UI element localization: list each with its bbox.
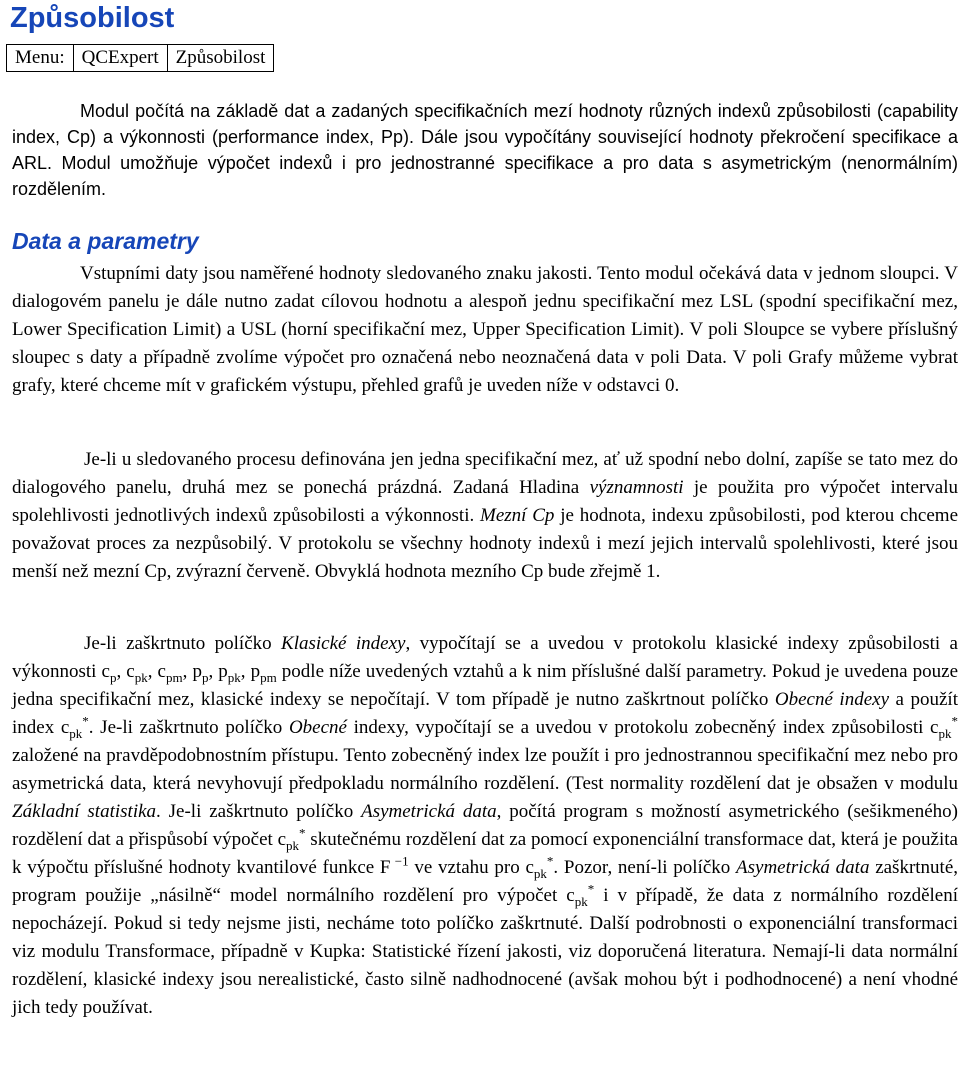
breadcrumb-zpusobilost[interactable]: Způsobilost [167, 45, 274, 72]
text-run: a použít index c [12, 689, 958, 738]
page-title: Způsobilost [10, 2, 175, 34]
text-run: indexy, vypočítají se a uvedou v protokolu zobecněný index způsobilosti c [346, 717, 939, 738]
text-run: . Je-li zaškrtnuto políčko [88, 717, 289, 738]
text-run: , c [116, 661, 135, 682]
text-run: , p [182, 661, 202, 682]
superscript: * [299, 825, 306, 841]
italic-term: Mezní Cp [480, 505, 555, 526]
superscript: −1 [390, 853, 409, 869]
text-run: . Je-li zaškrtnuto políčko [156, 801, 362, 822]
italic-term: Asymetrická data [361, 801, 497, 822]
subscript: pk [574, 893, 588, 909]
text-run: , počítá program s možností asymetrického (sešikmeného) rozdělení dat a přispůsobí výpočet c [12, 801, 958, 850]
text-run: založené na pravděpodobnostním přístupu. Tento zobecněný index lze použít i pro jednostrannou specifikační mez nebo pro asymetrická data, která nevyhovují předpokladu normálního rozdělení. (Test normality rozdělení dat je obsažen v modulu [12, 745, 958, 794]
text-run: ve vztahu pro c [408, 857, 534, 878]
superscript: * [546, 853, 554, 869]
text-run: . Pozor, není-li políčko [553, 857, 737, 878]
subscript: pk [286, 837, 300, 853]
italic-term: významnosti [589, 477, 684, 498]
text-run: i v případě, že data z normálního rozdělení nepocházejí. Pokud si tedy nejsme jisti, necháme toto políčko zaškrtnuté. Další podrobnosti o exponenciální transformaci viz modulu Transformace, případně v Kupka: Statistické řízení jakosti, viz doporučená literatura. Nemají-li data normální rozdělení, klasické indexy jsou nerealistické, často silně nadhodnocené (avšak mohou být i podhodnocené) a není vhodné jich tedy používat. [12, 885, 958, 1018]
superscript: * [587, 881, 595, 897]
subscript: p [201, 669, 209, 685]
text-run: , p [240, 661, 261, 682]
text-run: podle níže uvedených vztahů a k nim příslušné další parametry. Pokud je uvedena pouze jedna specifikační mez, klasické indexy se nepočítají. V tom případě je nutno zaškrtnout políčko [12, 661, 959, 710]
subscript: pm [166, 669, 183, 685]
section-heading: Data a parametry [12, 228, 199, 254]
subscript: pk [938, 725, 952, 741]
subscript: pk [69, 725, 83, 741]
text-run: , c [147, 661, 166, 682]
italic-term: Základní statistika [12, 801, 157, 822]
text-run: , vypočítají se a uvedou v protokolu klasické indexy způsobilosti a výkonnosti c [12, 633, 958, 682]
subscript: pk [227, 669, 241, 685]
italic-term: Klasické indexy [281, 633, 406, 654]
indexes-paragraph [12, 630, 958, 1022]
intro-paragraph: Modul počítá na základě dat a zadaných specifikačních mezí hodnoty různých indexů způsobilosti (capability index, Cp) a výkonnosti (performance index, Pp). Dále jsou vypočítány související hodnoty překročení specifikace a ARL. Modul umožňuje výpočet indexů i pro jednostranné specifikace a pro data s asymetrickým (nenormálním) rozdělením. [12, 101, 958, 199]
text-run: Je-li u sledovaného procesu definována jen jedna specifikační mez, ať už spodní nebo dolní, zapíše se tato mez do dialogového panelu, druhá mez se ponechá prázdná. Zadaná Hladina [12, 449, 958, 498]
text-run: , p [208, 661, 228, 682]
subscript: pm [260, 669, 277, 685]
text-run: skutečnému rozdělení dat za pomocí exponenciální transformace dat, která je použita k výpočtu příslušné hodnoty kvantilové funkce F [12, 829, 958, 878]
subscript: pk [533, 865, 547, 881]
italic-term: Obecné [288, 717, 347, 738]
one-sided-spec-paragraph [12, 446, 958, 586]
italic-term: Asymetrická data [736, 857, 870, 878]
text-run: je použita pro výpočet intervalu spolehlivosti jednotlivých indexů způsobilosti a výkonnosti. [12, 477, 959, 526]
breadcrumb-qcexpert[interactable]: QCExpert [73, 45, 167, 72]
superscript: * [951, 713, 958, 729]
text-run: je hodnota, indexu způsobilosti, pod kterou chceme považovat proces za nezpůsobilý. V protokolu se všechny hodnoty indexů i mezí jejich intervalů spolehlivosti, které jsou menší než mezní Cp, zvýrazní červeně. Obvyklá hodnota mezního Cp bude zřejmě 1. [12, 505, 958, 582]
subscript: pk [134, 669, 148, 685]
subscript: p [109, 669, 117, 685]
breadcrumb [6, 44, 274, 72]
data-parameters-paragraph: Vstupními daty jsou naměřené hodnoty sledovaného znaku jakosti. Tento modul očekává data v jednom sloupci. V dialogovém panelu je dále nutno zadat cílovou hodnotu a alespoň jednu specifikační mez LSL (spodní specifikační mez, Lower Specification Limit) a USL (horní specifikační mez, Upper Specification Limit). V poli Sloupce se vybere příslušný sloupec s daty a případně zvolíme výpočet pro označená nebo neoznačená data v poli Data. V poli Grafy můžeme vybrat grafy, které chceme mít v grafickém výstupu, přehled grafů je uveden níže v odstavci 0. [12, 263, 958, 396]
breadcrumb-menu[interactable]: Menu: [7, 45, 74, 72]
italic-term: Obecné indexy [774, 689, 890, 710]
text-run: Je-li zaškrtnuto políčko [84, 633, 282, 654]
superscript: * [82, 713, 89, 729]
text-run: zaškrtnuté, program použije „násilně“ model normálního rozdělení pro výpočet c [12, 857, 959, 906]
